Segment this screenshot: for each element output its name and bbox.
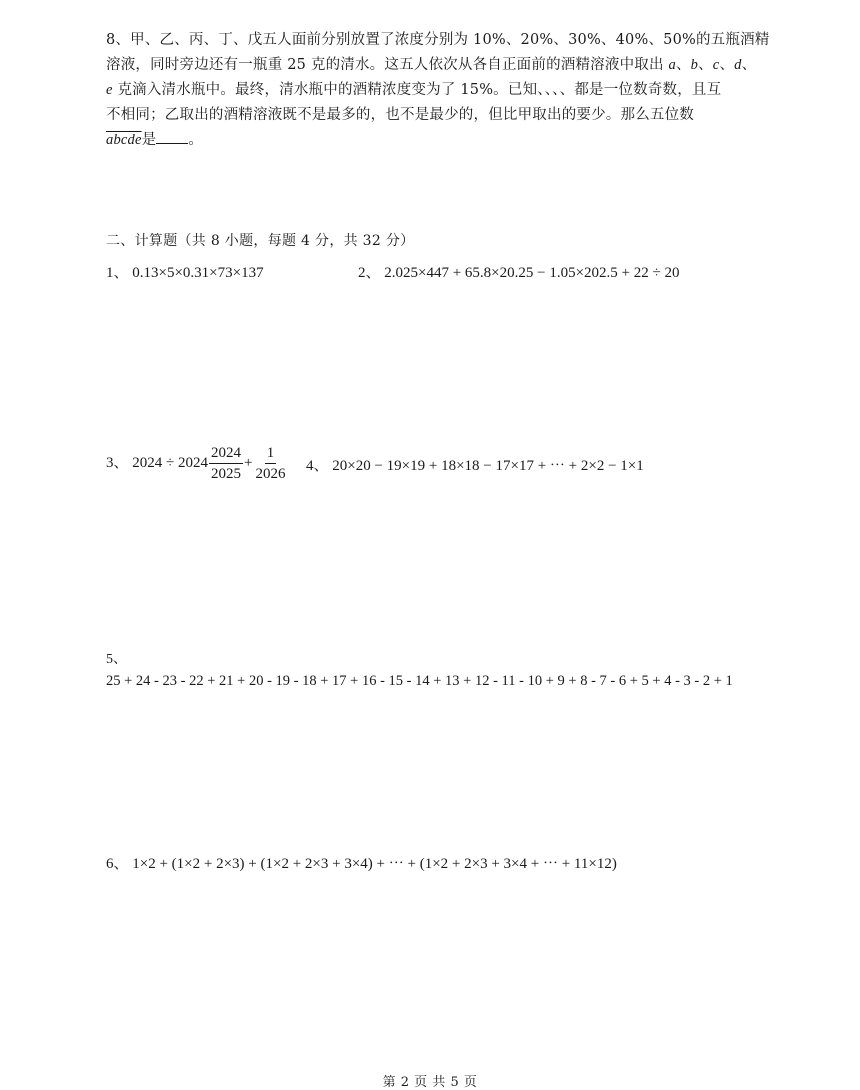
problem-8-line-1: 8、甲、乙、丙、丁、戊五人面前分别放置了浓度分别为 10%、20%、30%、40%、50%的五瓶酒精 [106,32,770,48]
fraction-numerator: 2024 [209,443,243,464]
problem-8-text: 。 [188,132,204,148]
problem-8-text: 克滴入清水瓶中。最终，清水瓶中的酒精浓度变为了 15%。已知、、、、都是一位数奇数，且互 [112,82,722,98]
calc-question-5-label: 5、 [106,652,127,667]
fraction-numerator: 1 [265,443,277,464]
separator: 、 [698,57,713,73]
q3-prefix: 3、 2024 ÷ 2024 [106,454,208,471]
problem-8-line-5 [106,128,766,153]
problem-8-line-4: 不相同；乙取出的酒精溶液既不是最多的，也不是最少的，但比甲取出的要少。那么五位数 [106,107,694,123]
calc-question-6: 6、 1×2 + (1×2 + 2×3) + (1×2 + 2×3 + 3×4) + ⋯ + (1×2 + 2×3 + 3×4 + ⋯ + 11×12) [106,856,617,872]
fraction-denominator: 2026 [255,466,286,482]
problem-8-line-3 [106,78,766,103]
var-e: e [106,82,113,98]
separator: 、 [741,57,757,73]
calc-question-2: 2、 2.025×447 + 65.8×20.25 − 1.05×202.5 + 22 ÷ 20 [358,265,680,281]
abcde-number: abcde [106,132,142,148]
var-a: a [668,57,676,73]
var-c: c [712,57,720,73]
fraction-denominator: 2025 [210,466,241,482]
plus-sign: + [243,454,253,471]
problem-8-text: 是 [141,132,157,148]
problem-8-text: 溶液，同时旁边还有一瓶重 25 克的清水。这五人依次从各自正面前的酒精溶液中取出 [106,57,669,73]
section-title: 二、计算题（共 8 小题，每题 4 分，共 32 分） [106,233,415,249]
var-d: d [734,57,742,73]
var-b: b [690,57,699,73]
fraction-1-2026 [253,443,287,484]
fraction-2024-2025 [209,443,243,484]
answer-blank [156,129,188,144]
calc-question-1: 1、 0.13×5×0.31×73×137 [106,265,264,281]
problem-8-line-2 [106,53,766,78]
page-number-footer: 第 2 页 共 5 页 [382,1075,478,1090]
separator: 、 [719,57,735,73]
calc-question-3 [106,443,288,484]
calc-question-5: 25 + 24 - 23 - 22 + 21 + 20 - 19 - 18 + 17 + 16 - 15 - 14 + 13 + 12 - 11 - 10 + 9 + 8 - 7 - 6 + 5 + 4 - 3 - 2 + 1 [106,673,733,689]
calc-question-4: 4、 20×20 − 19×19 + 18×18 − 17×17 + ⋯ + 2×2 − 1×1 [306,458,644,474]
separator: 、 [675,57,691,73]
problem-8 [106,28,770,153]
